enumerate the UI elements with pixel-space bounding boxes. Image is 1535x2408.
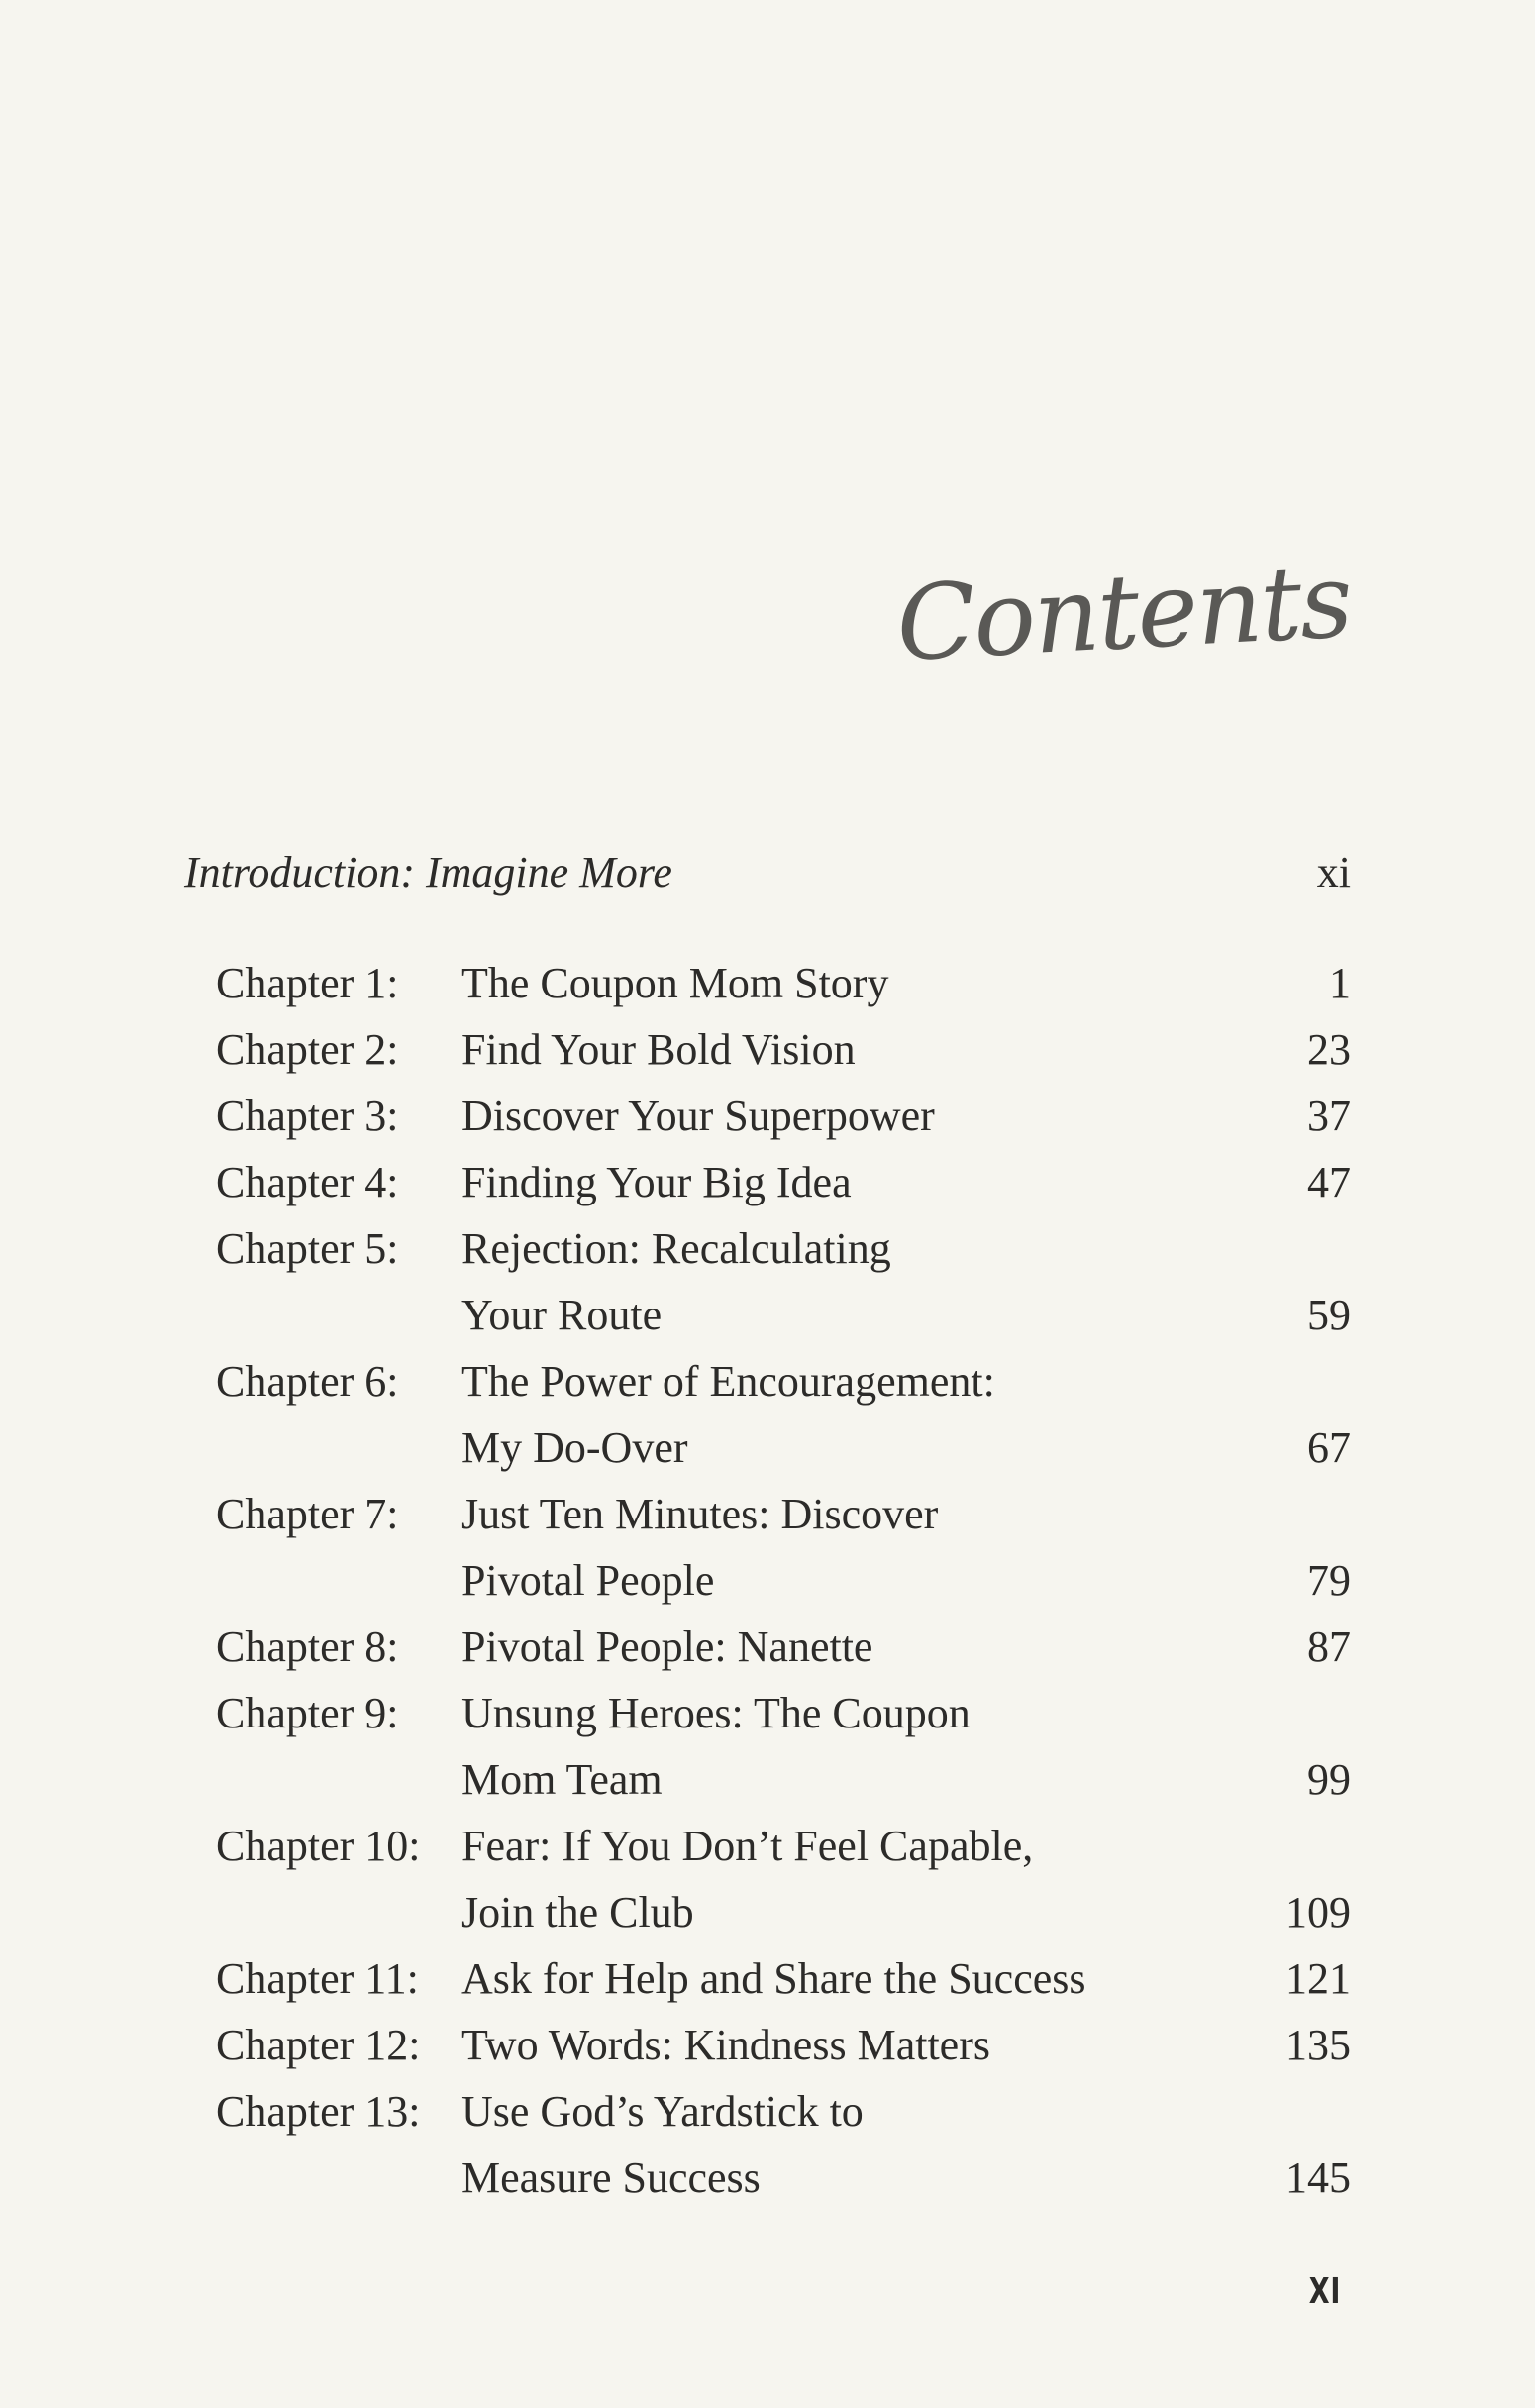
chapter-title	[461, 1149, 1175, 1215]
introduction-entry	[184, 847, 1351, 906]
chapter-title	[461, 1945, 1175, 2012]
chapter-page-number: 59	[1307, 1291, 1351, 1339]
chapter-title-line: Ask for Help and Share the Success	[461, 1954, 1086, 2003]
chapter-title	[461, 1215, 1175, 1348]
chapter-entry	[216, 950, 1351, 1016]
chapter-title-line: The Power of Encouragement:	[461, 1357, 995, 1406]
chapter-entry	[216, 2012, 1351, 2078]
chapter-page-number: 121	[1285, 1954, 1351, 2003]
chapter-entry	[216, 1016, 1351, 1083]
chapter-title-line: Discover Your Superpower	[461, 1092, 935, 1140]
chapter-number: Chapter 5:	[216, 1224, 399, 1273]
chapter-title-line: Mom Team	[461, 1755, 663, 1804]
chapter-title-line: Pivotal People: Nanette	[461, 1623, 873, 1671]
chapter-entry	[216, 1481, 1351, 1614]
chapter-title-line: Rejection: Recalculating	[461, 1224, 891, 1273]
chapter-page-number: 37	[1307, 1092, 1351, 1140]
chapter-title-line: My Do-Over	[461, 1423, 688, 1472]
chapter-title	[461, 2078, 1175, 2211]
chapter-entry	[216, 1680, 1351, 1813]
chapter-title-line: Join the Club	[461, 1888, 694, 1937]
chapter-number: Chapter 1:	[216, 959, 399, 1007]
chapter-number: Chapter 13:	[216, 2087, 421, 2136]
chapter-page-number: 67	[1307, 1423, 1351, 1472]
chapter-number: Chapter 11:	[216, 1954, 419, 2003]
chapter-number: Chapter 12:	[216, 2021, 421, 2069]
chapter-page-number: 1	[1329, 959, 1351, 1007]
chapter-title-line: Use God’s Yardstick to	[461, 2087, 864, 2136]
chapter-page-number: 23	[1307, 1025, 1351, 1074]
chapter-title-line: The Coupon Mom Story	[461, 959, 889, 1007]
chapter-entry	[216, 1083, 1351, 1149]
chapter-number: Chapter 2:	[216, 1025, 399, 1074]
chapter-title	[461, 1016, 1175, 1083]
chapter-page-number: 109	[1285, 1888, 1351, 1937]
page-folio: XI	[1308, 2271, 1341, 2312]
chapter-entry	[216, 2078, 1351, 2211]
chapter-entry	[216, 1945, 1351, 2012]
chapter-title-line: Fear: If You Don’t Feel Capable,	[461, 1822, 1034, 1870]
chapter-number: Chapter 7:	[216, 1490, 399, 1538]
chapter-title	[461, 1813, 1175, 1945]
chapter-entry	[216, 1614, 1351, 1680]
chapter-title-line: Two Words: Kindness Matters	[461, 2021, 990, 2069]
chapter-page-number: 145	[1285, 2153, 1351, 2202]
chapter-title	[461, 1614, 1175, 1680]
chapter-number: Chapter 9:	[216, 1689, 399, 1737]
chapter-title	[461, 950, 1175, 1016]
chapter-number: Chapter 10:	[216, 1822, 421, 1870]
table-of-contents	[216, 950, 1351, 2211]
chapter-title-line: Pivotal People	[461, 1556, 715, 1605]
chapter-page-number: 99	[1307, 1755, 1351, 1804]
introduction-label: Introduction: Imagine More	[184, 848, 672, 896]
chapter-number: Chapter 4:	[216, 1158, 399, 1206]
chapter-page-number: 79	[1307, 1556, 1351, 1605]
chapter-number: Chapter 8:	[216, 1623, 399, 1671]
chapter-title-line: Find Your Bold Vision	[461, 1025, 856, 1074]
chapter-number: Chapter 3:	[216, 1092, 399, 1140]
chapter-title-line: Just Ten Minutes: Discover	[461, 1490, 939, 1538]
chapter-title-line: Finding Your Big Idea	[461, 1158, 852, 1206]
chapter-page-number: 135	[1285, 2021, 1351, 2069]
chapter-title	[461, 1481, 1175, 1614]
chapter-title	[461, 1348, 1175, 1481]
chapter-title	[461, 2012, 1175, 2078]
chapter-entry	[216, 1348, 1351, 1481]
chapter-page-number: 47	[1307, 1158, 1351, 1206]
chapter-entry	[216, 1149, 1351, 1215]
introduction-page-number: xi	[1316, 848, 1351, 896]
chapter-entry	[216, 1813, 1351, 1945]
chapter-page-number: 87	[1307, 1623, 1351, 1671]
contents-heading: Contents	[893, 540, 1355, 684]
chapter-title-line: Unsung Heroes: The Coupon	[461, 1689, 971, 1737]
chapter-number: Chapter 6:	[216, 1357, 399, 1406]
chapter-entry	[216, 1215, 1351, 1348]
chapter-title	[461, 1680, 1175, 1813]
chapter-title-line: Your Route	[461, 1291, 663, 1339]
chapter-title	[461, 1083, 1175, 1149]
chapter-title-line: Measure Success	[461, 2153, 761, 2202]
